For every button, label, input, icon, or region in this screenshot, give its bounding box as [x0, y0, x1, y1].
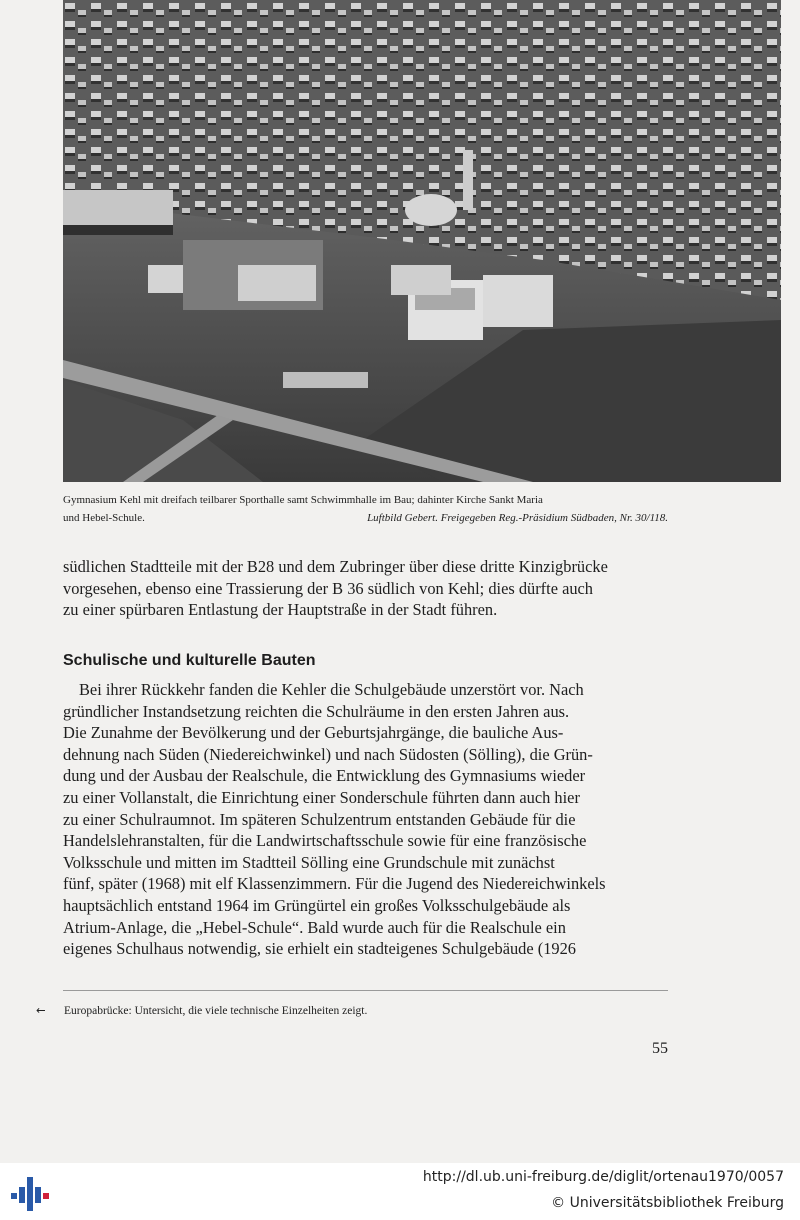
left-arrow-icon: ← [36, 1003, 46, 1017]
text-line: zu einer spürbaren Entlastung der Hauptstraße in der Stadt führen. [63, 600, 498, 620]
text-line: Volksschule und mitten im Stadtteil Sölling eine Grundschule mit zunächst [63, 852, 555, 872]
text-line: fünf, später (1968) mit elf Klassenzimmern. Für die Jugend des Niedereichwinkels [63, 874, 606, 894]
footnote-text: Europabrücke: Untersicht, die viele technische Einzelheiten zeigt. [64, 1005, 368, 1017]
text-line: zu einer Schulraumnot. Im späteren Schulzentrum entstanden Gebäude für die [63, 809, 576, 829]
text-line: vorgesehen, ebenso eine Trassierung der B 36 südlich von Kehl; dies dürfte auch [63, 578, 594, 598]
copyright-notice: © Universitätsbibliothek Freiburg [551, 1195, 784, 1211]
caption-line-1 [63, 491, 668, 509]
text-line: gründlicher Instandsetzung reichten die Schulräume in den ersten Jahren aus. [63, 701, 570, 721]
page-number: 55 [652, 1040, 668, 1057]
photo-caption [63, 491, 668, 527]
text-line: zu einer Vollanstalt, die Einrichtung einer Sonderschule führten dann auch hier [63, 787, 580, 807]
paragraph-1 [63, 556, 668, 621]
text-line: Handelslehranstalten, für die Landwirtschaftsschule sowie für eine französische [63, 831, 587, 851]
caption-line-2 [63, 509, 668, 527]
aerial-photo [63, 0, 781, 482]
section-heading: Schulische und kulturelle Bauten [63, 652, 316, 669]
text-line: Bei ihrer Rückkehr fanden die Kehler die Schulgebäude unzerstört vor. Nach [79, 680, 584, 699]
text-line: Atrium-Anlage, die „Hebel-Schule“. Bald wurde auch für die Realschule ein [63, 917, 566, 937]
photo-credit: Luftbild Gebert. Freigegeben Reg.-Präsidium Südbaden, Nr. 30/118. [367, 512, 668, 524]
ub-freiburg-logo-icon [10, 1171, 50, 1211]
caption-text: Gymnasium Kehl mit dreifach teilbarer Sporthalle samt Schwimmhalle im Bau; dahinter Kirche Sankt Maria [63, 494, 543, 506]
footnote-divider [63, 990, 668, 991]
source-url-link[interactable]: http://dl.ub.uni-freiburg.de/diglit/ortenau1970/0057 [422, 1169, 784, 1185]
caption-text-end: und Hebel-Schule. [63, 512, 145, 524]
aerial-photo-image [63, 0, 781, 482]
footer-bar [0, 1163, 800, 1220]
footnote [36, 1002, 676, 1019]
text-line: eigenes Schulhaus notwendig, sie erhielt ein stadteigenes Schulgebäude (1926 [63, 939, 576, 959]
text-line: hauptsächlich entstand 1964 im Grüngürtel ein großes Volksschulgebäude als [63, 895, 571, 915]
text-line: Die Zunahme der Bevölkerung und der Geburtsjahrgänge, die bauliche Aus- [63, 723, 564, 743]
paragraph-2 [63, 679, 668, 960]
text-line: dehnung nach Süden (Niedereichwinkel) und nach Südosten (Sölling), die Grün- [63, 744, 593, 764]
text-line: dung und der Ausbau der Realschule, die Entwicklung des Gymnasiums wieder [63, 766, 586, 786]
text-line: südlichen Stadtteile mit der B28 und dem Zubringer über diese dritte Kinzigbrücke [63, 557, 608, 576]
